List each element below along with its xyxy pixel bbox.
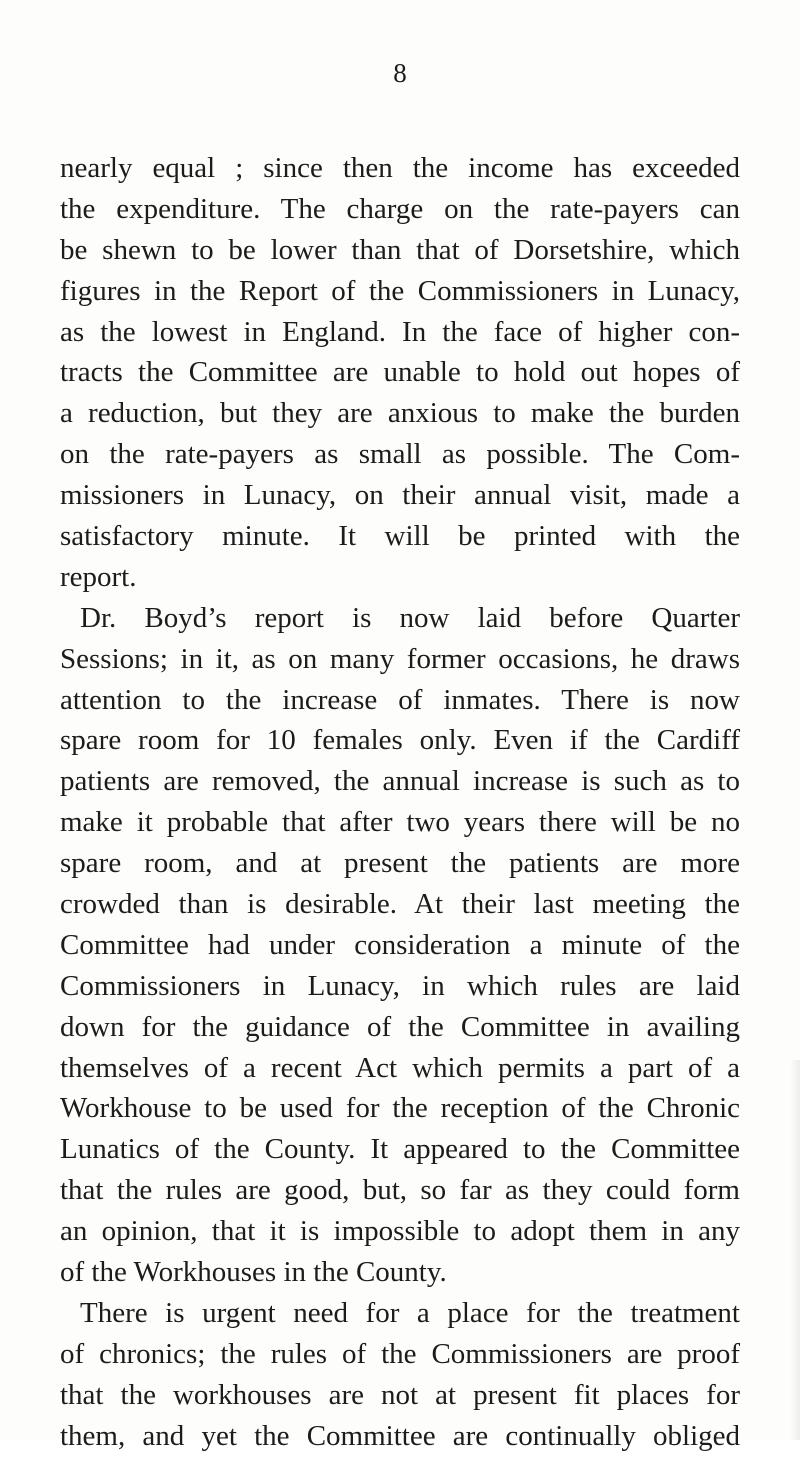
text-line: the expenditure. The charge on the rate-payers can bbox=[60, 192, 740, 225]
text-line: as the lowest in England. In the face of higher con- bbox=[60, 315, 740, 348]
text-line: an opinion, that it is impossible to adopt them in any bbox=[60, 1215, 740, 1248]
page-number: 8 bbox=[393, 58, 407, 88]
text-line: crowded than is desirable. At their last meeting the bbox=[60, 888, 740, 921]
text-line: Lunatics of the County. It appeared to the Committee bbox=[60, 1133, 740, 1166]
text-line: report. bbox=[60, 560, 137, 593]
text-line: satisfactory minute. It will be printed with the bbox=[60, 520, 740, 553]
text-line: attention to the increase of inmates. There is now bbox=[60, 683, 740, 716]
text-line: Commissioners in Lunacy, in which rules are laid bbox=[60, 969, 740, 1002]
paragraph-start-line: There is urgent need for a place for the treatment bbox=[80, 1296, 740, 1329]
text-line: make it probable that after two years there will be no bbox=[60, 806, 740, 839]
text-line: be shewn to be lower than that of Dorsetshire, which bbox=[60, 233, 740, 266]
text-line: on the rate-payers as small as possible. The Com- bbox=[60, 438, 740, 471]
text-line: spare room, and at present the patients are more bbox=[60, 847, 740, 880]
text-line: a reduction, but they are anxious to make the burden bbox=[60, 397, 740, 430]
text-line: tracts the Committee are unable to hold out hopes of bbox=[60, 356, 740, 389]
text-line: themselves of a recent Act which permits a part of a bbox=[60, 1051, 740, 1084]
text-line: nearly equal ; since then the income has exceeded bbox=[60, 152, 740, 184]
body-text bbox=[60, 148, 740, 1457]
paragraph-start-line: Dr. Boyd’s report is now laid before Quarter bbox=[80, 601, 740, 634]
text-line: Sessions; in it, as on many former occasions, he draws bbox=[60, 642, 740, 675]
text-line: that the rules are good, but, so far as they could form bbox=[60, 1174, 740, 1207]
text-line: of chronics; the rules of the Commissioners are proof bbox=[60, 1337, 740, 1370]
text-line: them, and yet the Committee are continually obliged bbox=[60, 1419, 740, 1452]
text-line: patients are removed, the annual increase is such as to bbox=[60, 765, 740, 798]
text-line: Committee had under consideration a minute of the bbox=[60, 928, 740, 961]
text-line: of the Workhouses in the County. bbox=[60, 1256, 447, 1289]
text-line: missioners in Lunacy, on their annual visit, made a bbox=[60, 479, 740, 512]
text-line: Workhouse to be used for the reception of the Chronic bbox=[60, 1092, 740, 1125]
text-line: that the workhouses are not at present fit places for bbox=[60, 1378, 740, 1411]
text-line: spare room for 10 females only. Even if the Cardiff bbox=[60, 724, 740, 757]
text-line: down for the guidance of the Committee in availing bbox=[60, 1010, 740, 1043]
page-edge-shadow bbox=[790, 1060, 800, 1440]
text-line: figures in the Report of the Commissioners in Lunacy, bbox=[60, 274, 740, 307]
